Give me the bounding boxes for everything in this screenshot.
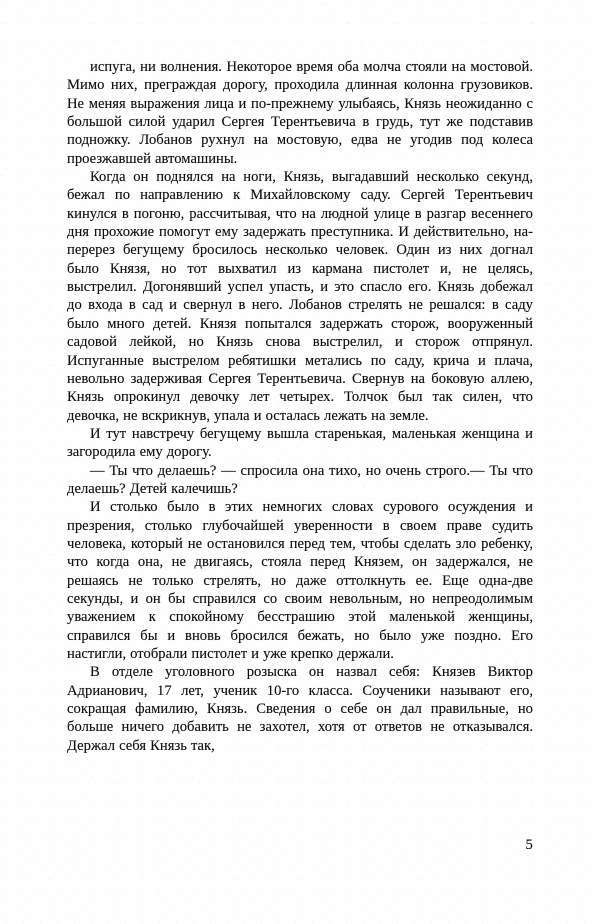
paragraph-dialogue: — Ты что делаешь? — спросила она тихо, но очень строго.— Ты что делаешь? Детей калечишь? xyxy=(67,462,533,497)
paragraph: И столько было в этих немногих словах сурового осуждения и презрения, столько глубочайшей уверенности в своем праве судить человека, который не остановился перед тем, чтобы сделать зло ребенку, что когда она, не двигаясь, стояла перед Князем, он задержался, не решаясь не только стрелять, но даже оттолкнуть ее. Еще одна-две секунды, и он бы справился со своим невольным, но непреодолимым уважением к спокойному бесстрашию этой маленькой женщины, справился бы и вновь бросился бежать, но было уже поздно. Его настигли, отобрали пистолет и уже крепко держали. xyxy=(67,499,533,662)
paragraph: испуга, ни волнения. Некоторое время оба молча стояли на мостовой. Мимо них, преграждая дорогу, проходила длинная колонна грузовиков. Не меняя выражения лица и по-прежнему улыбаясь, Князь неожиданно с большой силой ударил Сергея Терентьевича в грудь, тут же подставив подножку. Лобанов рухнул на мостовую, едва не угодив под колеса проезжавшей автомашины. xyxy=(67,59,533,167)
paragraph: И тут навстречу бегущему вышла старенькая, маленькая женщина и загородила ему дорогу. xyxy=(67,425,533,461)
paragraph: В отделе уголовного розыска он назвал себя: Князев Виктор Адрианович, 17 лет, ученик 10-го класса. Соученики называют его, сокращая фамилию, Князь. Сведения о себе он дал правильные, но больше ничего добавить не захотел, хотя от ответов не отказывался. Держал себя Князь так, xyxy=(67,664,533,754)
page-number: 5 xyxy=(525,837,533,853)
paragraph: Когда он поднялся на ноги, Князь, выгадавший несколько секунд, бежал по направлению к Михайловскому саду. Сергей Терентьевич кинулся в погоню, рассчитывая, что на людной улице в разгар весеннего дня прохожие помогут ему задержать преступника. И действительно, наперерез бегущему бросилось несколько человек. Один из них догнал было Князя, но тот выхватил из кармана пистолет и, не целясь, выстрелил. Догонявший успел упасть, и это спасло его. Князь добежал до входа в сад и свернул в него. Лобанов стрелять не решался: в саду было много детей. Князя попытался задержать сторож, вооруженный садовой лейкой, но Князь снова выстрелил, и сторож отпрянул. Испуганные выстрелом ребятишки метались по саду, крича и плача, невольно задерживая Сергея Терентьевича. Свернув на боковую аллею, Князь опрокинул девочку лет четырех. Толчок был так силен, что девочка, не вскрикнув, упала и осталась лежать на земле. xyxy=(67,169,533,424)
page-text-block xyxy=(67,58,533,755)
